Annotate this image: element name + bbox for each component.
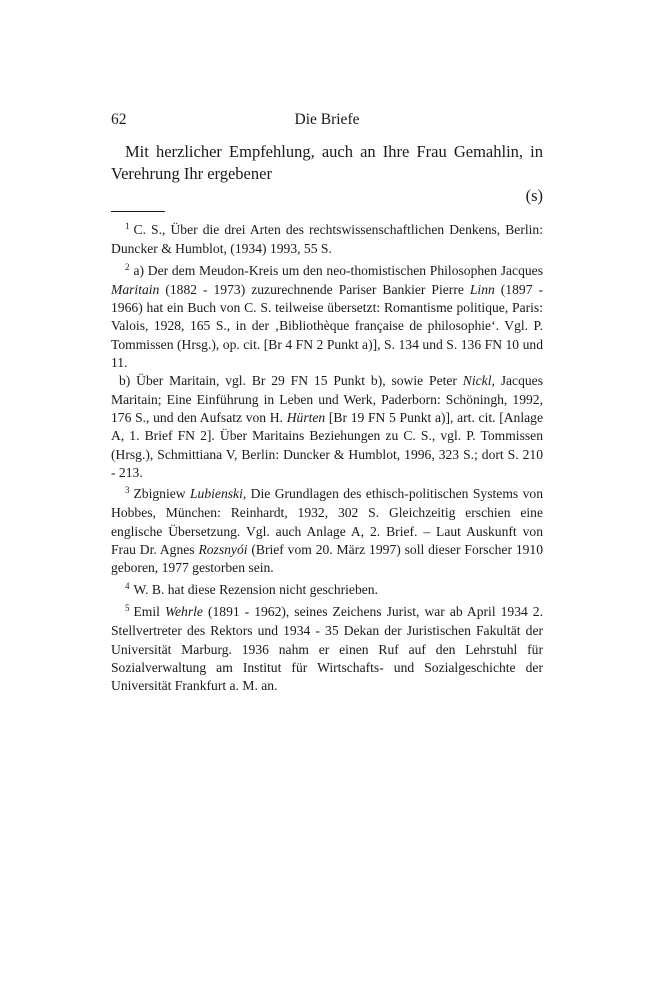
footnote-text: Die Grundlagen des ethisch-politischen Systems von Hobbes, München: Reinhardt, 1932, 302 S. Gleichzeitig erschien eine englische Übersetzung. Vgl. auch Anlage A, 2. Brief. – Laut Auskunft von Frau Dr. Agnes	[111, 486, 543, 558]
author-name: Lubienski,	[190, 486, 247, 502]
footnote-2a	[111, 262, 543, 373]
footnote-text: b) Über Maritain, vgl. Br 29 FN 15 Punkt b), sowie Peter	[119, 373, 463, 389]
footnote-number: 4	[125, 580, 130, 591]
signature: (s)	[525, 186, 543, 205]
footnote-text: Jacques Maritain; Eine Einführung in Leben und Werk, Paderborn: Schöningh, 1992, 176 S., und den Aufsatz von H.	[111, 373, 543, 425]
footnote-rule	[111, 211, 165, 212]
letter-closing	[111, 141, 543, 207]
footnote-text: a) Der dem Meudon-Kreis um den neo-thomistischen Philosophen Jacques	[133, 262, 543, 278]
running-title: Die Briefe	[294, 111, 360, 128]
footnote-number: 5	[125, 602, 130, 613]
footnote-text: [Br 19 FN 5 Punkt a)], art. cit. [Anlage A, 1. Brief FN 2]. Über Maritains Beziehungen zu C. S., vgl. P. Tommissen (Hrsg.), Schmittiana V, Berlin: Duncker & Humblot, 1996, 323 S.; dort S. 210 - 213.	[111, 409, 543, 480]
author-name: Maritain	[111, 281, 160, 297]
footnote-1	[111, 221, 543, 259]
page-number: 62	[111, 111, 127, 128]
footnote-2b	[111, 372, 543, 482]
footnote-text: (Brief vom 20. März 1997) soll dieser Forscher 1910 geboren, 1977 gestorben sein.	[111, 542, 543, 576]
author-name: Nickl,	[462, 373, 495, 389]
footnote-text: Zbigniew	[133, 486, 190, 502]
footnote-text: (1882 - 1973) zuzurechnende Pariser Bankier Pierre	[159, 281, 470, 297]
closing-text: Mit herzlicher Empfehlung, auch an Ihre Frau Gemahlin, in Verehrung Ihr ergebener	[111, 142, 543, 183]
author-name: Linn	[469, 281, 495, 297]
footnotes	[111, 221, 543, 698]
footnote-text: W. B. hat diese Rezension nicht geschrieben.	[133, 581, 378, 597]
footnote-number: 2	[125, 261, 130, 272]
footnote-4	[111, 581, 543, 600]
footnote-3	[111, 485, 543, 577]
footnote-text: (1897 - 1966) hat ein Buch von C. S. teilweise übersetzt: Romantisme politique, Paris: Valois, 1928, 165 S., in der ‚Bibliothèque française de philosophie‘. Vgl. P. Tommissen (Hrsg.), op. cit. [Br 4 FN 2 Punkt a)], S. 134 und S. 136 FN 10 und 11.	[111, 281, 543, 371]
page-header	[111, 111, 543, 131]
author-name: Hürten	[286, 409, 326, 425]
footnote-text: C. S., Über die drei Arten des rechtswissenschaftlichen Denkens, Berlin: Duncker & Humblot, (1934) 1993, 55 S.	[111, 222, 543, 257]
footnote-text: Emil	[133, 603, 165, 619]
footnote-number: 3	[125, 485, 130, 496]
author-name: Rozsnyói	[198, 542, 248, 558]
footnote-text: (1891 - 1962), seines Zeichens Jurist, war ab April 1934 2. Stellvertreter des Rektors und 1934 - 35 Dekan der Juristischen Fakultät der Universität Marburg. 1936 nahm er einen Ruf auf den Lehrstuhl für Sozialverwaltung am Institut für Wirtschafts- und Sozialgeschichte der Universität Frankfurt a. M. an.	[111, 603, 543, 694]
footnote-number: 1	[125, 221, 130, 231]
author-name: Wehrle	[164, 603, 203, 619]
footnote-5	[111, 603, 543, 695]
